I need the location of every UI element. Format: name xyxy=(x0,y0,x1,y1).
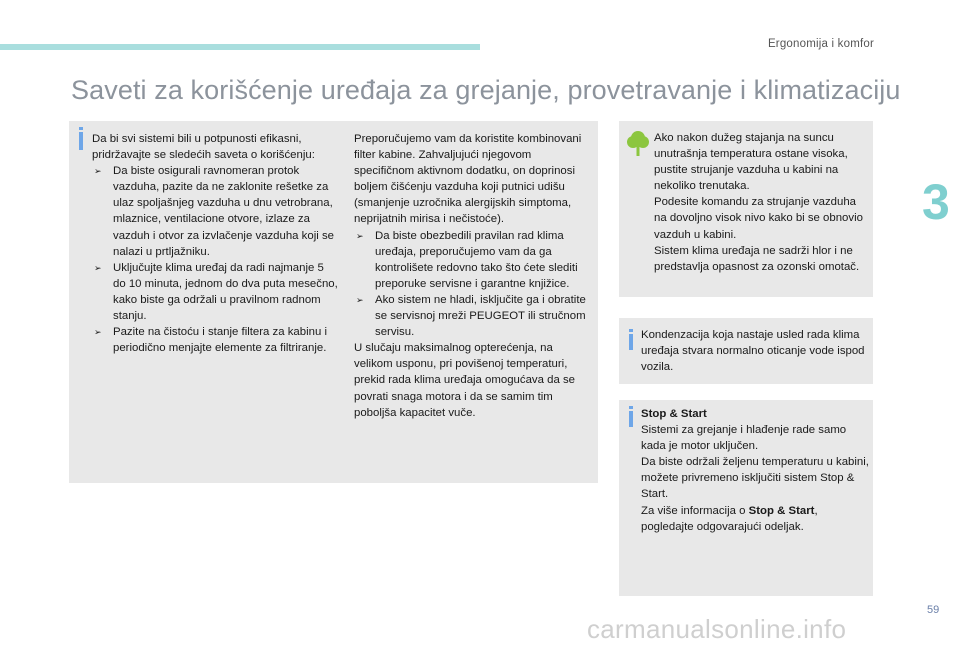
page-title: Saveti za korišćenje uređaja za grejanje, provetravanje i klimatizaciju xyxy=(71,75,901,105)
bullet-marker-icon: ➢ xyxy=(94,262,102,273)
stop-start-note-text: Stop & Start Sistemi za grejanje i hlađenje rade samo kada je motor uključen. Da biste održali željenu temperaturu u kabini, možete privremeno isključiti sistem Stop & Start. Za više informacija o Stop & Start, pogledajte odgovarajući odeljak. xyxy=(641,408,869,533)
tips-column-2 xyxy=(354,131,594,421)
condensation-note-text: Kondenzacija koja nastaje usled rada klima uređaja stvara normalno oticanje vode ispod vozila. xyxy=(641,329,865,374)
eco-note-text: Ako nakon dužeg stajanja na suncu unutrašnja temperatura ostane visoka, pustite strujanje vazduha u kabini na nekoliko trenutaka. Podesite komandu za strujanje vazduha na dovoljno visok nivo kako bi se obnovio vazduh u kabini. Sistem klima uređaja ne sadrži hlor i ne predstavlja opasnost za ozonski omotač. xyxy=(654,132,863,273)
intro-text: Da bi svi sistemi bili u potpunosti efikasni, pridržavajte se sledećih saveta o korišćenju: xyxy=(92,133,315,162)
stop-start-heading: Stop & Start xyxy=(641,408,707,420)
info-icon xyxy=(79,132,83,150)
list-item: ➢ Da biste osigurali ravnomeran protok vazduha, pazite da ne zaklonite rešetke za ulaz spoljašnjeg vazduha u dnu vetrobrana, mlaznice, ventilacione otvore, izlaze za vazduh i otvor za izvlačenje vazduha koji se nalazi u prtljažniku. xyxy=(94,165,334,258)
header-accent-bar xyxy=(0,44,480,50)
bullet-marker-icon: ➢ xyxy=(94,166,102,177)
bullet-marker-icon: ➢ xyxy=(94,327,102,338)
list-item: ➢ Da biste obezbedili pravilan rad klima uređaja, preporučujemo vam da ga kontrolišete redovno tako što ćete slediti preporuke servisne i garantne knjižice. xyxy=(356,229,578,290)
info-icon xyxy=(629,334,633,350)
tree-eco-icon xyxy=(626,129,650,157)
section-label: Ergonomija i komfor xyxy=(767,38,874,50)
info-icon xyxy=(629,411,633,427)
tips-column-1 xyxy=(92,131,338,356)
list-item: ➢ Ako sistem ne hladi, isključite ga i obratite se servisnoj mreži PEUGEOT ili stručnom servisu. xyxy=(356,293,586,339)
chapter-number: 3 xyxy=(922,174,950,230)
list-item: ➢ Uključujte klima uređaj da radi najmanje 5 do 10 minuta, jednom do dva puta mesečno, kako biste ga održali u pravilnom radnom stanju. xyxy=(94,261,338,323)
bullet-marker-icon: ➢ xyxy=(356,230,364,241)
list-item: ➢ Pazite na čistoću i stanje filtera za kabinu i periodično menjajte elemente za filtriranje. xyxy=(94,326,328,355)
bullet-marker-icon: ➢ xyxy=(356,294,364,305)
page-number: 59 xyxy=(927,604,940,616)
load-paragraph: U slučaju maksimalnog opterećenja, na velikom usponu, pri povišenoj temperaturi, prekid rada klima uređaja omogućava da se povrati snaga motora i da se samim tim poboljša kapacitet vuče. xyxy=(354,342,575,419)
watermark: carmanualsonline.info xyxy=(587,614,847,644)
filter-paragraph: Preporučujemo vam da koristite kombinovani filter kabine. Zahvaljujući njegovom specifičnom aktivnom dodatku, on doprinosi boljem čišćenju vazduha koji putnici udišu (smanjenje uzročnika alergijskih simptoma, neprijatnih mirisa i nečistoće). xyxy=(354,133,582,226)
